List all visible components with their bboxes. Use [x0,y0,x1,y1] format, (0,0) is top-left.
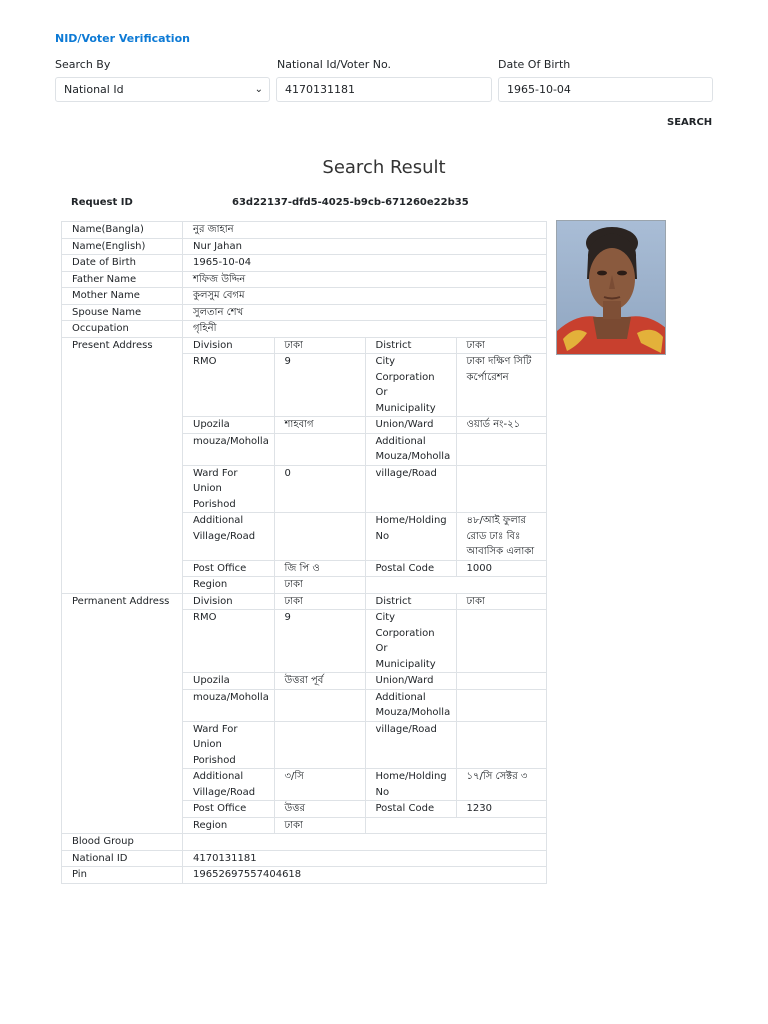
details-table [61,221,547,884]
request-id-value: 63d22137-dfd5-4025-b9cb-671260e22b35 [232,197,469,208]
present-home-holding-value: ৪৮/আই ফুলার রোড ঢাঃ বিঃ আবাসিক এলাকা [456,513,546,561]
city-corporation-label: City Corporation Or Municipality [365,610,456,673]
search-by-label: Search By [55,58,111,71]
field-label: Pin [62,867,183,884]
present-district-value: ঢাকা [456,338,546,354]
present-union-ward-value: ওয়ার্ড নং-২১ [456,417,546,434]
spouse-name-value: সুলতান শেখ [183,304,547,321]
permanent-mouza-moholla-value [274,689,365,721]
region-label: Region [183,577,274,593]
permanent-division-value: ঢাকা [274,594,365,610]
present-address-cell [183,337,547,593]
union-ward-label: Union/Ward [365,417,456,434]
home-holding-label: Home/Holding No [365,769,456,801]
upozila-label: Upozila [183,673,274,690]
search-result-heading: Search Result [322,157,446,178]
field-label: Name(English) [62,238,183,255]
city-corporation-label: City Corporation Or Municipality [365,354,456,417]
mouza-moholla-label: mouza/Moholla [183,689,274,721]
field-label: Date of Birth [62,255,183,272]
permanent-union-ward-value [456,673,546,690]
person-photo [556,220,666,355]
permanent-upozila-value: উত্তরা পূর্ব [274,673,365,690]
empty-cell [365,817,546,833]
ward-for-union-label: Ward For Union Porishod [183,465,274,513]
permanent-city-corporation-value [456,610,546,673]
dob-input-value: 1965-10-04 [507,83,571,96]
mother-name-value: কুলসুম বেগম [183,288,547,305]
field-label: Mother Name [62,288,183,305]
mouza-moholla-label: mouza/Moholla [183,433,274,465]
dob-value: 1965-10-04 [183,255,547,272]
field-label: National ID [62,850,183,867]
postal-code-label: Postal Code [365,560,456,577]
table-row [62,867,547,884]
village-road-label: village/Road [365,465,456,513]
district-label: District [365,594,456,610]
table-row [62,288,547,305]
permanent-address-table [183,594,546,834]
page-title: NID/Voter Verification [55,32,190,45]
village-road-label: village/Road [365,721,456,769]
rmo-label: RMO [183,354,274,417]
present-city-corporation-value: ঢাকা দক্ষিণ সিটি কর্পোরেশন [456,354,546,417]
search-by-select[interactable] [55,77,270,102]
request-id-label: Request ID [71,197,133,208]
empty-cell [365,577,546,593]
permanent-additional-village-value: ৩/সি [274,769,365,801]
permanent-region-value: ঢাকা [274,817,365,833]
table-row [62,222,547,239]
permanent-village-road-value [456,721,546,769]
occupation-value: গৃহিনী [183,321,547,338]
additional-village-label: Additional Village/Road [183,513,274,561]
name-english-value: Nur Jahan [183,238,547,255]
table-row [62,255,547,272]
present-region-value: ঢাকা [274,577,365,593]
father-name-value: শফিজ উদ্দিন [183,271,547,288]
upozila-label: Upozila [183,417,274,434]
field-label: Name(Bangla) [62,222,183,239]
present-address-label: Present Address [62,337,183,593]
division-label: Division [183,338,274,354]
additional-mouza-label: Additional Mouza/Moholla [365,433,456,465]
ward-for-union-label: Ward For Union Porishod [183,721,274,769]
field-label: Father Name [62,271,183,288]
postal-code-label: Postal Code [365,801,456,818]
permanent-district-value: ঢাকা [456,594,546,610]
present-postal-code-value: 1000 [456,560,546,577]
rmo-label: RMO [183,610,274,673]
additional-village-label: Additional Village/Road [183,769,274,801]
search-button[interactable]: SEARCH [667,115,711,131]
present-post-office-value: জি পি ও [274,560,365,577]
present-ward-for-union-value: 0 [274,465,365,513]
post-office-label: Post Office [183,801,274,818]
table-row [62,850,547,867]
field-label: Spouse Name [62,304,183,321]
present-division-value: ঢাকা [274,338,365,354]
division-label: Division [183,594,274,610]
permanent-postal-code-value: 1230 [456,801,546,818]
nid-input-value: 4170131181 [285,83,355,96]
region-label: Region [183,817,274,833]
table-row [62,238,547,255]
present-mouza-moholla-value [274,433,365,465]
dob-label: Date Of Birth [498,58,571,71]
permanent-rmo-value: 9 [274,610,365,673]
post-office-label: Post Office [183,560,274,577]
search-by-value: National Id [64,83,124,96]
additional-mouza-label: Additional Mouza/Moholla [365,689,456,721]
present-additional-mouza-value [456,433,546,465]
permanent-post-office-value: উত্তর [274,801,365,818]
national-id-value: 4170131181 [183,850,547,867]
table-row [62,271,547,288]
permanent-address-row [62,593,547,834]
home-holding-label: Home/Holding No [365,513,456,561]
present-address-row [62,337,547,593]
present-upozila-value: শাহবাগ [274,417,365,434]
pin-value: 19652697557404618 [183,867,547,884]
nid-label: National Id/Voter No. [277,58,392,71]
portrait-image [557,221,666,355]
field-label: Occupation [62,321,183,338]
table-row [62,304,547,321]
blood-group-value [183,834,547,851]
nid-input[interactable] [276,77,492,102]
present-rmo-value: 9 [274,354,365,417]
permanent-home-holding-value: ১৭/সি সেক্টর ৩ [456,769,546,801]
permanent-address-label: Permanent Address [62,593,183,834]
permanent-ward-for-union-value [274,721,365,769]
chevron-down-icon: ⌄ [254,84,263,95]
permanent-additional-mouza-value [456,689,546,721]
district-label: District [365,338,456,354]
name-bangla-value: নুর জাহান [183,222,547,239]
present-additional-village-value [274,513,365,561]
permanent-address-cell [183,593,547,834]
union-ward-label: Union/Ward [365,673,456,690]
field-label: Blood Group [62,834,183,851]
present-address-table [183,338,546,593]
table-row [62,321,547,338]
present-village-road-value [456,465,546,513]
table-row [62,834,547,851]
dob-input[interactable] [498,77,713,102]
